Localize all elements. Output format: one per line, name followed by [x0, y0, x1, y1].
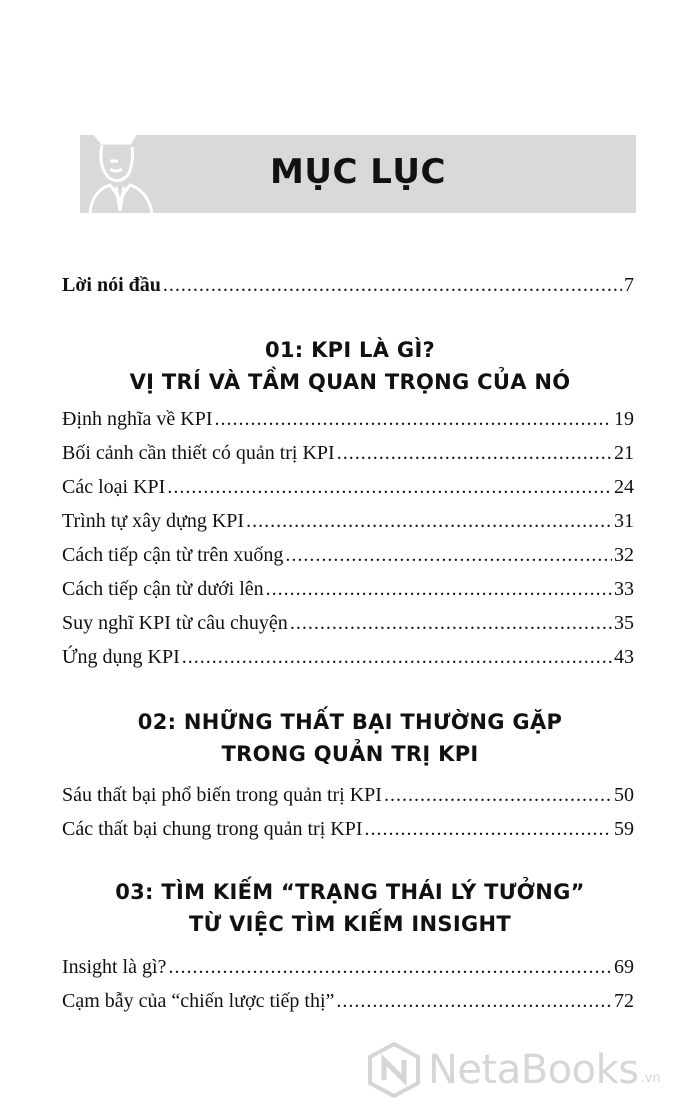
toc-entry[interactable]: [62, 782, 634, 808]
leader-dots: [384, 782, 612, 808]
toc-entry-title: Insight là gì?: [62, 956, 167, 978]
watermark-brand: NetaBooks: [428, 1047, 639, 1093]
chapter-3-heading: [40, 876, 660, 940]
toc-entry[interactable]: [62, 954, 634, 980]
chapter-heading-line: 01: KPI LÀ GÌ?: [264, 338, 436, 362]
chapter-heading-line: 03: TÌM KIẾM “TRẠNG THÁI LÝ TƯỞNG”: [115, 880, 585, 904]
toc-entry[interactable]: [62, 508, 634, 534]
leader-dots: [182, 644, 612, 670]
toc-entry[interactable]: [62, 440, 634, 466]
toc-entry-page: 69: [614, 956, 634, 978]
watermark: [366, 1040, 696, 1100]
toc-entry-title: Suy nghĩ KPI từ câu chuyện: [62, 612, 288, 634]
toc-entry-title: Sáu thất bại phổ biến trong quản trị KPI: [62, 784, 382, 806]
toc-entry[interactable]: [62, 610, 634, 636]
toc-entry-title: Cách tiếp cận từ trên xuống: [62, 544, 284, 566]
chapter-heading-line: TỪ VIỆC TÌM KIẾM INSIGHT: [189, 912, 511, 936]
toc-entry[interactable]: [62, 576, 634, 602]
toc-entry-title: Lời nói đầu: [62, 274, 161, 296]
toc-entry-page: 19: [614, 408, 634, 430]
chapter-2-heading: [40, 706, 660, 770]
toc-entry[interactable]: [62, 542, 634, 568]
toc-entry[interactable]: [62, 816, 634, 842]
leader-dots: [215, 406, 612, 432]
leader-dots: [266, 576, 612, 602]
leader-dots: [336, 988, 612, 1014]
title-banner: [80, 135, 636, 213]
page-title: MỤC LỤC: [270, 152, 446, 192]
toc-entry-page: 50: [614, 784, 634, 806]
toc-entry-title: Cách tiếp cận từ dưới lên: [62, 578, 264, 600]
toc-entry-title: Bối cảnh cần thiết có quản trị KPI: [62, 442, 335, 464]
leader-dots: [337, 440, 612, 466]
leader-dots: [290, 610, 612, 636]
toc-entry[interactable]: [62, 474, 634, 500]
netabooks-logo-icon: [366, 1042, 422, 1098]
leader-dots: [246, 508, 612, 534]
toc-entry-page: 43: [614, 646, 634, 668]
toc-entry-title: Cạm bẫy của “chiến lược tiếp thị”: [62, 990, 335, 1012]
leader-dots: [167, 474, 612, 500]
toc-entry-title: Các loại KPI: [62, 476, 166, 498]
chapter-1-heading: [40, 334, 660, 398]
toc-entry-title: Định nghĩa về KPI: [62, 408, 213, 430]
chapter-heading-line: VỊ TRÍ VÀ TẦM QUAN TRỌNG CỦA NÓ: [129, 370, 571, 394]
leader-dots: [365, 816, 613, 842]
leader-dots: [168, 954, 612, 980]
toc-entry-page: 7: [624, 274, 634, 296]
toc-entry-title: Ứng dụng KPI: [62, 646, 180, 668]
toc-entry[interactable]: [62, 644, 634, 670]
toc-entry-page: 32: [614, 544, 634, 566]
toc-entry-title: Các thất bại chung trong quản trị KPI: [62, 818, 363, 840]
toc-entry-page: 72: [614, 990, 634, 1012]
toc-entry-page: 59: [614, 818, 634, 840]
watermark-suffix: .vn: [640, 1071, 661, 1086]
chapter-heading-line: TRONG QUẢN TRỊ KPI: [221, 742, 479, 766]
toc-entry-page: 21: [614, 442, 634, 464]
toc-entry-page: 33: [614, 578, 634, 600]
toc-entry-page: 31: [614, 510, 634, 532]
toc-entry-page: 35: [614, 612, 634, 634]
leader-dots: [285, 542, 612, 568]
leader-dots: [163, 272, 622, 298]
chapter-heading-line: 02: NHỮNG THẤT BẠI THƯỜNG GẶP: [137, 710, 563, 734]
toc-entry[interactable]: [62, 988, 634, 1014]
toc-entry-preface[interactable]: [62, 272, 634, 298]
toc-entry-title: Trình tự xây dựng KPI: [62, 510, 245, 532]
toc-entry[interactable]: [62, 406, 634, 432]
toc-entry-page: 24: [614, 476, 634, 498]
